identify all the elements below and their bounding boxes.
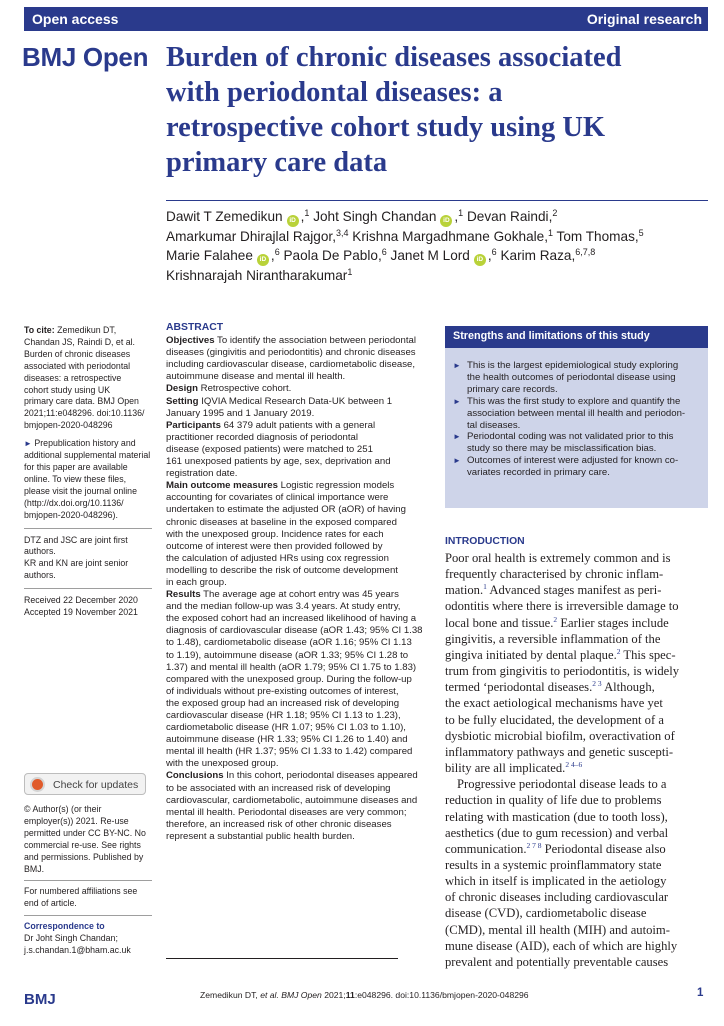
abstract-text: In this cohort, periodontal diseases appeared: [226, 770, 418, 782]
sidebar-divider: [24, 528, 152, 529]
sidebar-metadata: [24, 325, 152, 619]
bullet-icon: ►: [453, 456, 461, 466]
body-line: local bone and tissue.$^2$ Earlier stages include: [445, 614, 669, 630]
affiliation-marker: 6,7,8: [575, 247, 596, 257]
correspondence-heading: Correspondence to: [24, 921, 105, 932]
author-name[interactable]: Krishnarajah Nirantharakumar: [166, 268, 348, 283]
strengths-list: [453, 360, 703, 479]
cite-line: diseases: a retrospective: [24, 372, 122, 383]
article-title: [166, 40, 711, 180]
abstract-text: The average age at cohort entry was 45 years: [203, 589, 399, 601]
body-line: to be fully elucidated, the development of a: [445, 712, 664, 727]
conclusions-label: Conclusions: [166, 770, 224, 782]
body-line: Progressive periodontal disease leads to a: [457, 777, 667, 792]
footer-logo: BMJ: [24, 991, 56, 1008]
list-item-text: This is the largest epidemiological study exploring: [467, 360, 679, 371]
abstract: [166, 322, 428, 843]
list-item: [453, 396, 703, 432]
affiliation-marker: 1: [347, 267, 353, 277]
abstract-text: 1.37) and mental ill health (aOR 1.79; 95% CI 1.75 to 1.83): [166, 661, 417, 673]
reference-link[interactable]: 2 7 8: [526, 840, 542, 850]
cite-line: associated with periodontal: [24, 360, 131, 371]
sidebar-rights: [24, 804, 152, 957]
abstract-text: registration date.: [166, 468, 238, 480]
body-line: inflammatory pathways and genetic suscepti-: [445, 744, 674, 759]
introduction-body: [445, 550, 709, 970]
authors-divider: [166, 200, 708, 201]
affiliation-marker: 1: [548, 228, 554, 238]
affiliation-note: end of article.: [24, 898, 77, 909]
body-line: of chronic diseases including cardiovascular: [445, 890, 669, 905]
cite-label: To cite:: [24, 325, 55, 335]
prepub-line: online. To view these files,: [24, 473, 127, 484]
abstract-text: mental ill health (HR 1.37; 95% CI 1.33 to 1.42) compared: [166, 746, 413, 758]
title-line: with periodontal diseases: a: [166, 77, 503, 108]
setting-label: Setting: [166, 395, 199, 407]
title-line: retrospective cohort study using UK: [166, 112, 606, 143]
open-access-label: Open access: [32, 11, 119, 27]
body-line: relating with mastication (due to tooth loss),: [445, 809, 668, 824]
strengths-heading: Strengths and limitations of this study: [445, 326, 708, 348]
sidebar-divider: [24, 880, 152, 881]
list-item-text: Outcomes of interest were adjusted for known co-: [467, 455, 679, 467]
body-line: dysbiotic microbial biofilm, overactivation of: [445, 728, 675, 743]
reference-link[interactable]: 2: [616, 646, 621, 656]
abstract-text: in each group.: [166, 576, 227, 588]
abstract-text: and the median follow-up was 3.4 years. At study entry,: [166, 601, 401, 613]
author-name[interactable]: Tom Thomas,: [556, 229, 639, 244]
list-item-text: study so there may be misclassification bias.: [467, 443, 657, 455]
check-updates-label: Check for updates: [53, 779, 139, 791]
abstract-text: diseases (gingivitis and periodontitis) and chronic diseases: [166, 347, 416, 359]
prepub-link[interactable]: (http://dx.doi.org/10.1136/: [24, 497, 124, 508]
body-line: reduction in quality of life due to problems: [445, 793, 662, 808]
list-item: [453, 455, 703, 479]
abstract-text: cardiometabolic disease (HR 1.07; 95% CI 1.03 to 1.10),: [166, 722, 406, 734]
affiliation-marker: 3,4: [335, 228, 349, 238]
bullet-icon: ►: [453, 432, 461, 442]
list-item-text: This was the first study to explore and quantify the: [467, 395, 681, 407]
bullet-icon: ►: [453, 361, 461, 370]
body-line: frequently characterised by chronic inflam-: [445, 567, 664, 582]
orcid-icon[interactable]: iD: [287, 215, 299, 227]
abstract-text: to 1.48), cardiometabolic disease (aOR 1.16; 95% CI 1.13: [166, 637, 412, 649]
abstract-text: disease (exposed patients) were matched to 251: [166, 443, 373, 455]
abstract-text: the exposed cohort had an increased likelihood of having a: [166, 613, 417, 625]
author-name[interactable]: Paola De Pablo,: [283, 248, 382, 263]
author-name[interactable]: Krishna Margadhmane Gokhale,: [352, 229, 548, 244]
list-item-text: Periodontal coding was not validated prior to this: [467, 431, 674, 443]
abstract-end-rule: [166, 958, 398, 959]
sidebar-divider: [24, 915, 152, 916]
abstract-text: compared with the unexposed group. During the follow-up: [166, 673, 412, 685]
author-name[interactable]: Joht Singh Chandan: [313, 209, 437, 224]
introduction-heading: INTRODUCTION: [445, 536, 525, 547]
body-line: results in a systemic proinflammatory state: [445, 857, 662, 872]
outcome-measures-label: Main outcome measures: [166, 480, 278, 492]
abstract-text: practitioner recorded diagnosis of periodontal: [166, 431, 358, 443]
abstract-text: to 1.19), autoimmune disease (aOR 1.33; 95% CI 1.28 to: [166, 649, 409, 661]
bullet-icon: ►: [24, 439, 32, 449]
abstract-text: undertaken to estimate the adjusted OR (aOR) of having: [166, 504, 406, 516]
copyright-line: BMJ.: [24, 863, 45, 874]
abstract-text: Retrospective cohort.: [200, 383, 292, 395]
correspondence-name: Dr Joht Singh Chandan;: [24, 933, 118, 944]
author-name[interactable]: Janet M Lord: [390, 248, 470, 263]
abstract-text: chronic diseases at baseline in the exposed compared: [166, 516, 397, 528]
abstract-text: cardiovascular disease (HR 1.18; 95% CI 1.13 to 1.23),: [166, 710, 401, 721]
copyright-line: permitted under CC BY-NC. No: [24, 827, 146, 838]
abstract-text: January 1995 and 1 January 2019.: [166, 407, 315, 419]
cite-line: primary care data. BMJ Open: [24, 396, 139, 407]
prepub-link[interactable]: bmjopen-2020-048296).: [24, 509, 118, 520]
author-list: Dawit T Zemedikun iD ,$^1$ Joht Singh Chandan iD ,$^1$ Devan Raindi,$^2$ Amarkumar Dhirajlal Rajgor,$^{3,4}$ Krishna Margadhmane Gokhale,$^1$ Tom Thomas,$^5$ Marie Falahee iD ,$^6$ Paola De Pablo,$^6$ Janet M Lord iD ,$^6$ Karim Raza,$^{6,7,8}$ Krishnarajah Nirantharakumar$^1$: [166, 208, 644, 283]
affiliation-note: For numbered affiliations see: [24, 886, 138, 897]
body-line: disease (CVD), cardiometabolic disease: [445, 906, 647, 921]
affiliation-marker: 1: [458, 208, 464, 218]
abstract-text: accounting for covariates of clinical importance were: [166, 492, 389, 504]
reference-link[interactable]: 2 4–6: [565, 760, 583, 770]
cite-line: Burden of chronic diseases: [24, 348, 131, 359]
copyright-line: and permissions. Published by: [24, 851, 144, 862]
abstract-text: outcome of interest were then provided followed by: [166, 540, 383, 552]
header-bar: [24, 7, 708, 31]
body-line: mune disease (AID), each of which are highly: [445, 938, 678, 953]
cite-line: bmjopen-2020-048296: [24, 420, 113, 431]
abstract-text: of individuals without pre-existing outcomes of interest,: [166, 685, 399, 697]
abstract-text: represent a substantial public health burden.: [166, 830, 355, 842]
body-line: aesthetics (due to gum recession) and verbal: [445, 825, 669, 840]
list-item-text: association between mental ill health and periodon-: [467, 407, 686, 419]
body-line: (CMD), mental ill health (MIH) and autoim-: [445, 922, 670, 937]
affiliation-marker: 2: [552, 208, 558, 218]
body-line: gingiva initiated by dental plaque.$^2$ This spec-: [445, 646, 676, 662]
affiliation-marker: 6: [491, 247, 497, 257]
list-item-text: tal diseases.: [467, 419, 521, 431]
journal-logo: BMJ Open: [22, 42, 149, 72]
author-name[interactable]: Devan Raindi,: [466, 209, 553, 224]
body-line: the exact aetiological mechanisms have yet: [445, 696, 663, 711]
results-label: Results: [166, 589, 201, 601]
copyright-line: employer(s)) 2021. Re-use: [24, 815, 129, 826]
accepted-date: Accepted 19 November 2021: [24, 607, 138, 618]
body-line: termed ‘periodontal diseases.$^{2 3}$ Although,: [445, 679, 655, 695]
abstract-text: 64 379 adult patients with a general: [223, 419, 376, 431]
list-item-text: the health outcomes of periodontal disease using: [467, 371, 676, 383]
joint-line: DTZ and JSC are joint first: [24, 534, 128, 545]
design-label: Design: [166, 383, 198, 395]
list-item: [453, 431, 703, 455]
abstract-text: mental ill health. Periodontal diseases are very common;: [166, 806, 407, 818]
copyright-line: © Author(s) (or their: [24, 804, 102, 814]
abstract-text: 161 unexposed patients by age, sex, deprivation and: [166, 456, 391, 468]
abstract-text: autoimmune disease (HR 1.33; 95% CI 1.26 to 1.40) and: [166, 734, 408, 746]
list-item-text: primary care records.: [467, 383, 558, 395]
body-line: communication.$^{2 7 8}$ Periodontal disease also: [445, 840, 666, 856]
joint-line: authors.: [24, 546, 56, 557]
cite-block: [24, 325, 152, 432]
list-item: [453, 360, 703, 396]
abstract-text: to be associated with an increased risk of developing: [166, 782, 391, 794]
affiliation-marker: 5: [638, 228, 644, 238]
abstract-text: with the unexposed group.: [166, 758, 279, 770]
author-name[interactable]: Amarkumar Dhirajlal Rajgor,: [166, 229, 336, 244]
body-line: mation.$^1$ Advanced stages manifest as peri-: [445, 582, 662, 598]
abstract-text: with the unexposed group. Incidence rates for each: [166, 528, 384, 540]
check-updates-icon: [30, 777, 45, 792]
prepub-line: for this paper are available: [24, 461, 128, 472]
body-line: Poor oral health is extremely common and is: [445, 551, 671, 565]
abstract-text: Logistic regression models: [280, 480, 395, 492]
page-number: 1: [697, 987, 704, 999]
abstract-heading: ABSTRACT: [166, 322, 224, 333]
list-item-text: variates recorded in primary care.: [467, 467, 610, 479]
copyright-line: commercial re-use. See rights: [24, 839, 141, 850]
orcid-icon[interactable]: iD: [474, 254, 486, 266]
author-name[interactable]: Dawit T Zemedikun: [166, 209, 283, 224]
participants-label: Participants: [166, 419, 221, 431]
affiliation-marker: 6: [381, 247, 387, 257]
abstract-text: diagnosis of cardiovascular disease (aOR 1.43; 95% CI 1.38: [166, 625, 423, 637]
joint-line: authors.: [24, 570, 56, 581]
prepub-line: please visit the journal online: [24, 485, 137, 496]
abstract-text: the calculation of adjusted HRs using cox regression: [166, 552, 389, 564]
abstract-text: To identify the association between periodontal: [217, 335, 416, 347]
cite-line: 2021;11:e048296. doi:10.1136/: [24, 408, 145, 419]
abstract-text: therefore, an increased risk of other chronic diseases: [166, 818, 392, 830]
check-for-updates-button[interactable]: [24, 773, 146, 795]
cite-line: Chandan JS, Raindi D, et al.: [24, 336, 136, 347]
article-type-label: Original research: [586, 11, 702, 27]
prepub-line: Prepublication history and: [34, 438, 136, 449]
author-name[interactable]: Marie Falahee: [166, 248, 253, 263]
body-line: prevalent and potentially preventable causes: [445, 954, 669, 969]
abstract-text: IQVIA Medical Research Data-UK between 1: [201, 395, 393, 407]
affiliation-marker: 6: [274, 247, 280, 257]
title-line: Burden of chronic diseases associated: [166, 42, 622, 73]
prepub-line: additional supplemental material: [24, 450, 151, 461]
reference-link[interactable]: 1: [483, 582, 487, 592]
abstract-text: modelling to describe the risk of outcome development: [166, 564, 398, 576]
joint-line: KR and KN are joint senior: [24, 558, 129, 569]
body-line: trum from gingivitis to periodontitis, is widely: [445, 664, 680, 679]
affiliation-marker: 1: [304, 208, 310, 218]
correspondence-email[interactable]: j.s.chandan.1@bham.ac.uk: [24, 945, 131, 956]
reference-link[interactable]: 2 3: [592, 679, 602, 689]
abstract-text: autoimmune disease and mental ill health.: [166, 371, 346, 383]
objectives-label: Objectives: [166, 335, 215, 347]
prepub-block: [24, 438, 152, 521]
body-line: which in itself is implicated in the aetiology: [445, 874, 667, 889]
orcid-icon[interactable]: iD: [440, 215, 452, 227]
footer-citation: Zemedikun DT, et al. BMJ Open 2021;11:e048296. doi:10.1136/bmjopen-2020-048296: [200, 990, 529, 1000]
sidebar-divider: [24, 588, 152, 589]
abstract-text: cardiovascular, cardiometabolic, autoimmune diseases and: [166, 794, 418, 806]
cite-line: Zemedikun DT,: [57, 325, 117, 335]
abstract-text: the exposed group had an increased risk of developing: [166, 697, 400, 709]
abstract-text: including cardiovascular disease, cardiometabolic disease,: [166, 359, 416, 371]
reference-link[interactable]: 2: [553, 614, 558, 624]
author-name[interactable]: Karim Raza,: [500, 248, 576, 263]
body-line: gingivitis, a reversible inflammation of the: [445, 631, 661, 646]
title-line: primary care data: [166, 147, 388, 178]
body-line: odontitis where there is irreversible damage to: [445, 599, 679, 614]
body-line: bility are all implicated.$^{2 4-6}$: [445, 760, 583, 776]
received-date: Received 22 December 2020: [24, 595, 138, 606]
joint-authors-block: [24, 535, 152, 583]
bullet-icon: ►: [453, 396, 461, 406]
cite-line: cohort study using UK: [24, 384, 111, 395]
orcid-icon[interactable]: iD: [257, 254, 269, 266]
strengths-limitations-box: [445, 326, 708, 508]
